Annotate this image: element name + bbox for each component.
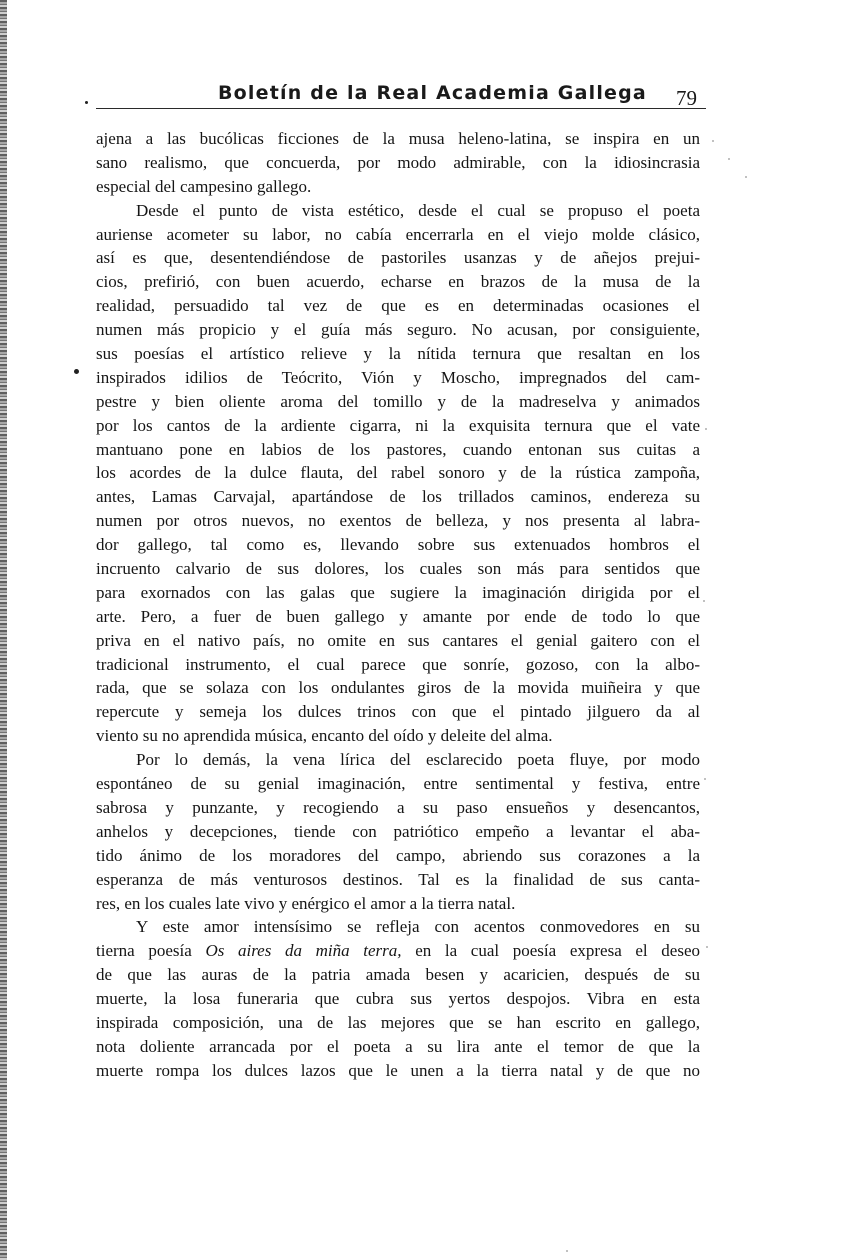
- text-line: especial del campesino gallego.: [96, 176, 312, 196]
- text-line: sano realismo, que concuerda, por modo admirable, con la idiosincrasia: [96, 152, 700, 172]
- binding-edge: [0, 0, 7, 1260]
- text-line: inspirada composición, una de las mejores que se han escrito en gallego,: [96, 1012, 700, 1032]
- text-line: priva en el nativo país, no omite en sus cantares el genial gaitero con el: [96, 630, 700, 650]
- text-line: los acordes de la dulce flauta, del rabel sonoro y de la rústica zampoña,: [96, 463, 700, 483]
- text-line: nota doliente arrancada por el poeta a su lira ante el temor de que la: [96, 1036, 700, 1056]
- text-line: sus poesías el artístico relieve y la nítida ternura que resaltan en los: [96, 344, 700, 364]
- text-line: anhelos y decepciones, tiende con patriótico empeño a levantar el aba-: [96, 821, 700, 841]
- scan-speck: [745, 176, 747, 178]
- text-line: sabrosa y punzante, y recogiendo a su paso ensueños y desencantos,: [96, 797, 700, 817]
- text-line: auriense acometer su labor, no cabía encerrarla en el viejo molde clásico,: [96, 224, 700, 244]
- text-line: res, en los cuales late vivo y enérgico el amor a la tierra natal.: [96, 893, 516, 913]
- scan-speck: [712, 140, 714, 142]
- scan-speck: [704, 778, 706, 780]
- header-rule: [96, 108, 706, 109]
- scan-speck: [703, 600, 705, 602]
- text-line: por los cantos de la ardiente cigarra, ni la exquisita ternura que el vate: [96, 415, 700, 435]
- text-line: dor gallego, tal como es, llevando sobre sus extenuados hombros el: [96, 535, 700, 555]
- text-line: repercute y semeja los dulces trinos con que el pintado jilguero da al: [96, 702, 700, 722]
- margin-mark: [85, 101, 88, 104]
- text-line: viento su no aprendida música, encanto del oído y deleite del alma.: [96, 726, 553, 746]
- running-header: [96, 80, 711, 110]
- text-line: inspirados idilios de Teócrito, Vión y Moscho, impregnados del cam-: [96, 367, 700, 387]
- text-line: esperanza de más venturosos destinos. Tal es la finalidad de sus canta-: [96, 869, 700, 889]
- scan-speck: [728, 158, 730, 160]
- scan-speck: [706, 946, 708, 948]
- text-line: Desde el punto de vista estético, desde el cual se propuso el poeta: [136, 200, 700, 220]
- text-line: Por lo demás, la vena lírica del esclarecido poeta fluye, por modo: [136, 750, 700, 770]
- text-line: antes, Lamas Carvajal, apartándose de los trillados caminos, endereza su: [96, 487, 700, 507]
- page-number: 79: [676, 86, 697, 110]
- text-line: muerte, la losa funeraria que cubra sus yertos despojos. Vibra en esta: [96, 989, 700, 1009]
- text-line: incruento calvario de sus dolores, los cuales son más para sentidos que: [96, 559, 700, 579]
- text-line: muerte rompa los dulces lazos que le unen a la tierra natal y de que no: [96, 1060, 700, 1080]
- text-segment: tierna poesía: [96, 941, 192, 961]
- text-line: de que las auras de la patria amada besen y acaricien, después de su: [96, 965, 700, 985]
- text-line: espontáneo de su genial imaginación, entre sentimental y festiva, entre: [96, 774, 700, 794]
- text-line: [96, 939, 700, 963]
- text-line: numen por otros nuevos, no exentos de belleza, y nos presenta al labra-: [96, 511, 700, 531]
- text-line: rada, que se solaza con los ondulantes giros de la movida muiñeira y que: [96, 678, 700, 698]
- margin-mark: [74, 369, 79, 374]
- text-line: mantuano pone en labios de los pastores, cuando entonan sus cuitas a: [96, 439, 700, 459]
- text-line: para exornados con las galas que sugiere la imaginación dirigida por el: [96, 582, 700, 602]
- journal-title: Boletín de la Real Academia Gallega: [218, 82, 647, 104]
- text-line: así es que, desentendiéndose de pastoriles usanzas y de añejos prejui-: [96, 248, 700, 268]
- text-line: arte. Pero, a fuer de buen gallego y amante por ende de todo lo que: [96, 606, 700, 626]
- text-line: Y este amor intensísimo se refleja con acentos conmovedores en su: [136, 917, 700, 937]
- text-line: ajena a las bucólicas ficciones de la musa heleno-latina, se inspira en un: [96, 129, 700, 148]
- text-line: numen más propicio y el guía más seguro. No acusan, por consiguiente,: [96, 320, 700, 340]
- body-text: [96, 127, 700, 1083]
- scan-speck: [566, 1250, 568, 1252]
- text-line: tradicional instrumento, el cual parece que sonríe, gozoso, con la albo-: [96, 654, 700, 674]
- text-line: tido ánimo de los moradores del campo, abriendo sus corazones a la: [96, 845, 700, 865]
- text-line: pestre y bien oliente aroma del tomillo y de la madreselva y animados: [96, 391, 700, 411]
- text-segment: en la cual poesía expresa el deseo: [415, 941, 701, 961]
- scan-speck: [705, 428, 707, 430]
- poem-title: Os aires da miña terra,: [205, 941, 402, 961]
- text-line: cios, prefirió, con buen acuerdo, echarse en brazos de la musa de la: [96, 272, 700, 292]
- text-line: realidad, persuadido tal vez de que es en determinadas ocasiones el: [96, 296, 700, 316]
